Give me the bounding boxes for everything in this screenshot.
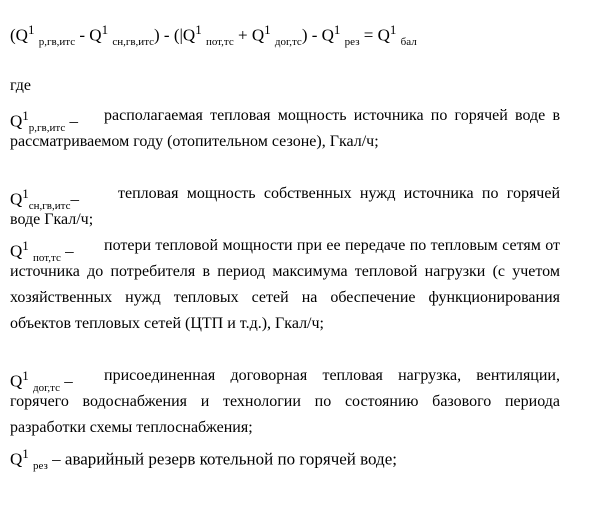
definition-text: тепловая мощность собственных нужд источника по горячей воде Гкал/ч;	[10, 185, 561, 228]
definition-q-dog	[10, 363, 560, 441]
definition-symbol: $Q^1_{сн,гв,итс}-$	[10, 186, 79, 213]
definition-symbol: $Q^1_{р,гв,итс}$ –	[10, 108, 78, 135]
definition-q-rez	[10, 441, 560, 473]
definition-q-sngv	[10, 181, 560, 233]
definition-symbol: $Q^1$ $_{дог,тс}$ –	[10, 368, 73, 395]
definition-text: располагаемая тепловая мощность источника по горячей воде в рассматриваемом году (отопительном сезоне), Гкал/ч;	[10, 107, 561, 150]
definition-q-rgv	[10, 103, 560, 181]
definition-text: потери тепловой мощности при ее передаче по тепловым сетям от источника до потребителя в период максимума тепловой нагрузки (с учетом хозяйственных нужд тепловых сетей на обеспечение функционирования объектов тепловых сетей (ЦТП и т.д.), Гкал/ч;	[10, 237, 561, 332]
definition-symbol: $Q^1$ $_{пот,тс}$ –	[10, 238, 74, 265]
definition-q-pot	[10, 233, 560, 363]
definition-text: присоединенная договорная тепловая нагрузка, вентиляции, горячего водоснабжения и технологии по состоянию базового периода разработки схемы теплоснабжения;	[10, 367, 560, 436]
definition-symbol: $Q^1$ $_{рез}$ – аварийный резерв котельной по горячей воде;	[10, 446, 397, 473]
balance-formula: ($Q^1$ $_{р,гв,итс} - Q^1$ $_{сн,гв,итс}) - (|Q^1$ $_{пот,тс} + Q^1$ $_{дог,тс}) - Q^1$ $_{рез} = Q^1$ $_{бал}$	[10, 22, 417, 49]
where-label: где	[10, 77, 32, 94]
definition-text: аварийный резерв котельной по горячей воде;	[64, 449, 397, 469]
definitions-list	[10, 103, 561, 473]
